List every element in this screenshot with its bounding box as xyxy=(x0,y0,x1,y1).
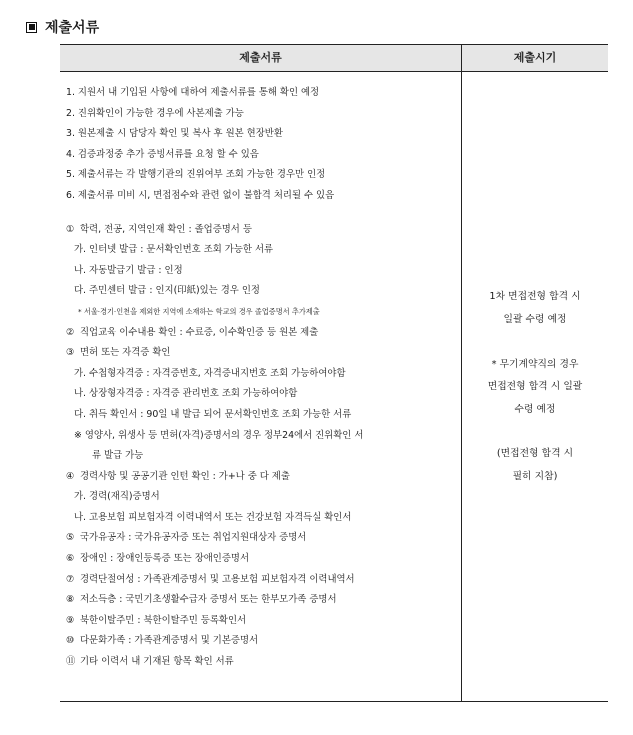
sub-item-line: 가. 수첩형자격증 : 자격증번호, 자격증내지번호 조회 가능하여야함 xyxy=(74,367,346,379)
timing-line: 필히 지참) xyxy=(512,471,558,482)
sub-item-line: 가. 경력(재직)증명서 xyxy=(74,491,160,503)
item-number: ② xyxy=(66,326,75,338)
item-number: ⑧ xyxy=(66,594,75,606)
item-text: 학력, 전공, 지역인재 확인 : 졸업증명서 등 xyxy=(80,223,252,235)
sub-item-line: 나. 자동발급기 발급 : 인정 xyxy=(74,264,183,276)
item-text: 직업교육 이수내용 확인 : 수료증, 이수확인증 등 원본 제출 xyxy=(80,326,319,338)
item-line xyxy=(66,343,458,364)
item-number: ⑥ xyxy=(66,553,75,565)
item-text: 기타 이력서 내 기재된 항목 확인 서류 xyxy=(80,656,234,668)
item-text: 면허 또는 자격증 확인 xyxy=(80,347,171,359)
header-documents: 제출서류 xyxy=(239,51,282,64)
item-line xyxy=(66,590,458,611)
item-line xyxy=(66,570,458,591)
item-text: 북한이탈주민 : 북한이탈주민 등록확인서 xyxy=(80,614,247,626)
item-text: 국가유공자 : 국가유공자증 또는 취업지원대상자 증명서 xyxy=(80,532,307,544)
item-line xyxy=(66,323,458,344)
rule-line: 1. 지원서 내 기입된 사항에 대하여 제출서류를 통해 확인 예정 xyxy=(66,87,320,98)
timing-line: (면접전형 합격 시 xyxy=(496,448,574,459)
rule-line: 6. 제출서류 미비 시, 면접점수와 관련 없이 불합격 처리될 수 있음 xyxy=(66,189,335,201)
item-number: ⑪ xyxy=(66,656,76,668)
filled-square-icon xyxy=(26,22,37,33)
item-line xyxy=(66,549,458,570)
item-number: ⑤ xyxy=(66,532,75,544)
item-line xyxy=(66,467,458,488)
documents-table xyxy=(60,44,608,702)
item-number: ⑦ xyxy=(66,573,75,585)
item-number: ③ xyxy=(66,347,75,359)
timing-line: 1차 면접전형 합격 시 xyxy=(489,291,581,302)
item-line xyxy=(66,528,458,549)
section-title: 제출서류 xyxy=(45,20,100,36)
rule-line: 3. 원본제출 시 담당자 확인 및 복사 후 원본 현장반환 xyxy=(66,128,283,140)
timing-line: 수령 예정 xyxy=(514,404,556,415)
sub-item-line: 가. 인터넷 발급 : 문서확인번호 조회 가능한 서류 xyxy=(74,244,274,256)
note-line: * 서울·경기·인천을 제외한 지역에 소재하는 학교의 경우 졸업증명서 추가제출 xyxy=(78,306,320,316)
sub-item-line: 다. 취득 확인서 : 90일 내 발급 되어 문서확인번호 조회 가능한 서류 xyxy=(74,408,352,420)
timing-line: * 무기계약직의 경우 xyxy=(491,359,579,370)
sub-item-line: ※ 영양사, 위생사 등 면허(자격)증명서의 경우 정부24에서 진위확인 서 xyxy=(74,429,364,441)
sub-item-line: 다. 주민센터 발급 : 인지(印紙)있는 경우 인정 xyxy=(74,285,260,297)
item-line xyxy=(66,611,458,632)
item-number: ⑩ xyxy=(66,635,75,647)
sub-item-line: 나. 고용보험 피보험자격 이력내역서 또는 건강보험 자격득실 확인서 xyxy=(74,511,352,523)
item-line xyxy=(66,652,458,673)
item-number: ① xyxy=(66,223,75,235)
item-text: 장애인 : 장애인등록증 또는 장애인증명서 xyxy=(80,553,250,565)
item-number: ④ xyxy=(66,470,75,482)
sub-item-line: 류 발급 가능 xyxy=(92,450,144,462)
item-text: 다문화가족 : 가족관계증명서 및 기본증명서 xyxy=(80,635,259,647)
rule-line: 2. 진위확인이 가능한 경우에 사본제출 가능 xyxy=(66,107,244,119)
item-line xyxy=(66,220,458,241)
timing-cell xyxy=(462,45,608,701)
rule-line: 4. 검증과정중 추가 증빙서류를 요청 할 수 있음 xyxy=(66,148,259,160)
sub-item-line: 나. 상장형자격증 : 자격증 관리번호 조회 가능하여야함 xyxy=(74,388,298,400)
item-text: 경력사항 및 공공기관 인턴 확인 : 가+나 중 다 제출 xyxy=(80,470,290,482)
item-text: 저소득층 : 국민기초생활수급자 증명서 또는 한부모가족 증명서 xyxy=(80,594,337,606)
rule-line: 5. 제출서류는 각 발행기관의 진위여부 조회 가능한 경우만 인정 xyxy=(66,169,326,181)
timing-line: 일괄 수령 예정 xyxy=(503,314,567,325)
timing-line: 면접전형 합격 시 일괄 xyxy=(487,381,583,392)
item-text: 경력단절여성 : 가족관계증명서 및 고용보험 피보험자격 이력내역서 xyxy=(80,573,355,585)
header-timing: 제출시기 xyxy=(513,51,557,64)
item-number: ⑨ xyxy=(66,614,75,626)
section-header xyxy=(26,17,99,37)
item-line xyxy=(66,631,458,652)
documents-cell xyxy=(66,83,458,673)
